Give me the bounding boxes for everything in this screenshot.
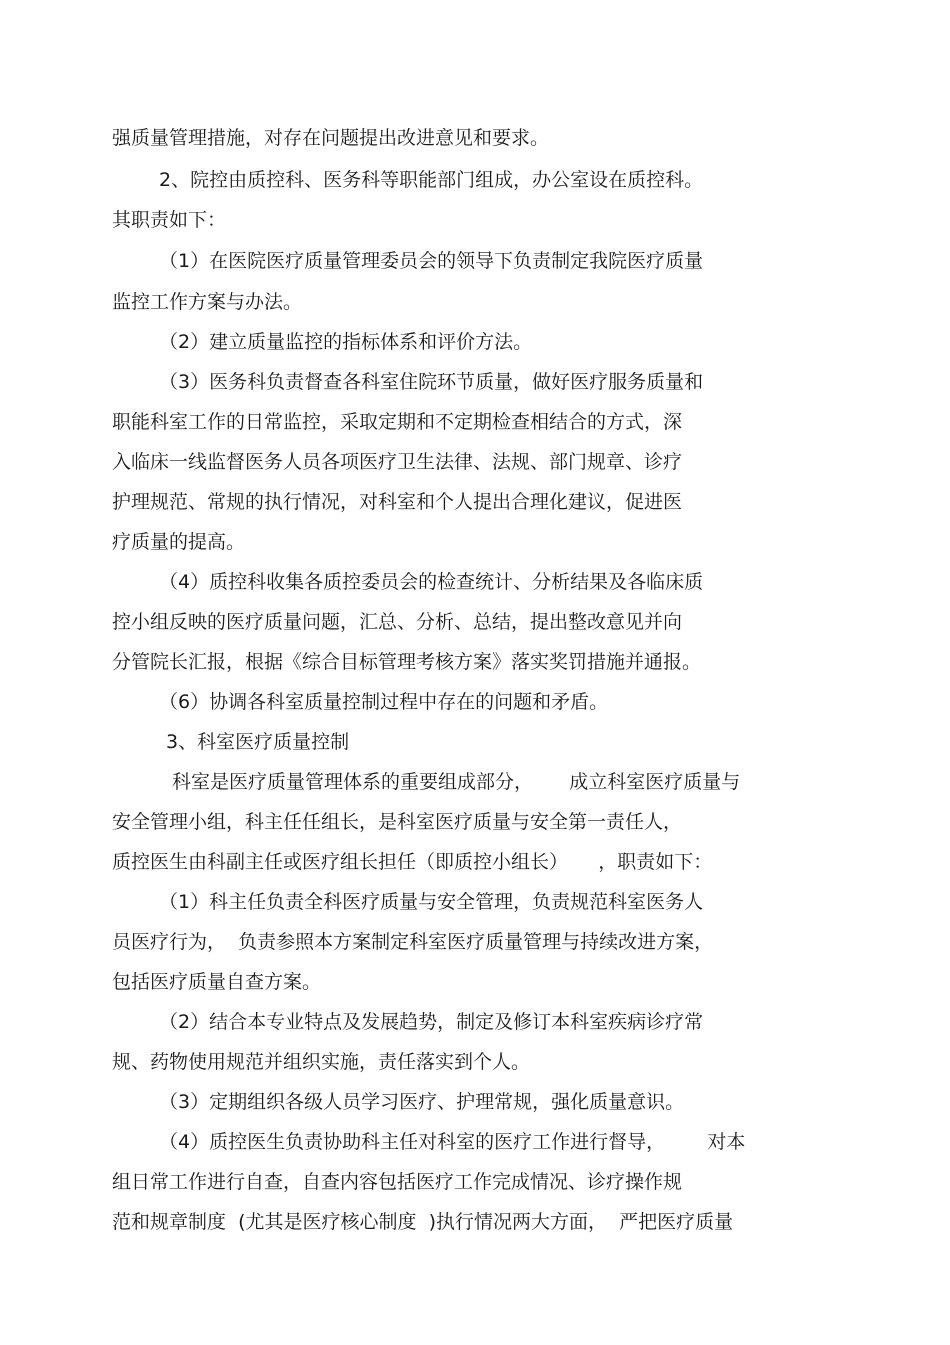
- section-heading: 3、科室医疗质量控制: [166, 731, 350, 753]
- text-line: 包括医疗质量自查方案。: [112, 971, 322, 993]
- text-line: 分管院长汇报，根据《综合目标管理考核方案》落实奖罚措施并通报。: [112, 651, 702, 673]
- text-line: 科室是医疗质量管理体系的重要组成部分， 成立科室医疗质量与: [172, 771, 741, 793]
- text-line: （4）质控科收集各质控委员会的检查统计、分析结果及各临床质: [159, 571, 704, 593]
- text-line: 2、院控由质控科、医务科等职能部门组成，办公室设在质控科。: [159, 169, 704, 191]
- text-line: 疗质量的提高。: [112, 531, 246, 553]
- text-line: 安全管理小组，科主任任组长，是科室医疗质量与安全第一责任人，: [112, 811, 683, 833]
- text-line: 强质量管理措施，对存在问题提出改进意见和要求。: [112, 127, 550, 149]
- text-line: （3）医务科负责督查各科室住院环节质量，做好医疗服务质量和: [159, 371, 704, 393]
- text-line: 范和规章制度 (尤其是医疗核心制度 )执行情况两大方面， 严把医疗质量: [112, 1211, 734, 1233]
- text-line: （2）建立质量监控的指标体系和评价方法。: [159, 331, 533, 353]
- text-line: 护理规范、常规的执行情况，对科室和个人提出合理化建议，促进医: [112, 491, 683, 513]
- text-line: （3）定期组织各级人员学习医疗、护理常规，强化质量意识。: [159, 1091, 685, 1113]
- text-line: 其职责如下：: [112, 209, 227, 231]
- text-line: （6）协调各科室质量控制过程中存在的问题和矛盾。: [159, 691, 609, 713]
- text-line: 职能科室工作的日常监控，采取定期和不定期检查相结合的方式，深: [112, 411, 683, 433]
- text-line: 规、药物使用规范并组织实施，责任落实到个人。: [112, 1051, 531, 1073]
- text-line: （1）在医院医疗质量管理委员会的领导下负责制定我院医疗质量: [159, 250, 704, 272]
- text-line: 员医疗行为， 负责参照本方案制定科室医疗质量管理与持续改进方案，: [112, 931, 714, 953]
- text-line: （2）结合本专业特点及发展趋势，制定及修订本科室疾病诊疗常: [159, 1011, 704, 1033]
- text-line: （1）科主任负责全科医疗质量与安全管理，负责规范科室医务人: [159, 891, 704, 913]
- text-line: （4）质控医生负责协助科主任对科室的医疗工作进行督导， 对本: [159, 1131, 746, 1153]
- text-line: 控小组反映的医疗质量问题，汇总、分析、总结，提出整改意见并向: [112, 611, 683, 633]
- text-line: 入临床一线监督医务人员各项医疗卫生法律、法规、部门规章、诊疗: [112, 451, 683, 473]
- text-line: 监控工作方案与办法。: [112, 291, 303, 313]
- text-line: 组日常工作进行自查，自查内容包括医疗工作完成情况、诊疗操作规: [112, 1171, 683, 1193]
- text-line: 质控医生由科副主任或医疗组长担任（即质控小组长） ，职责如下：: [112, 851, 713, 873]
